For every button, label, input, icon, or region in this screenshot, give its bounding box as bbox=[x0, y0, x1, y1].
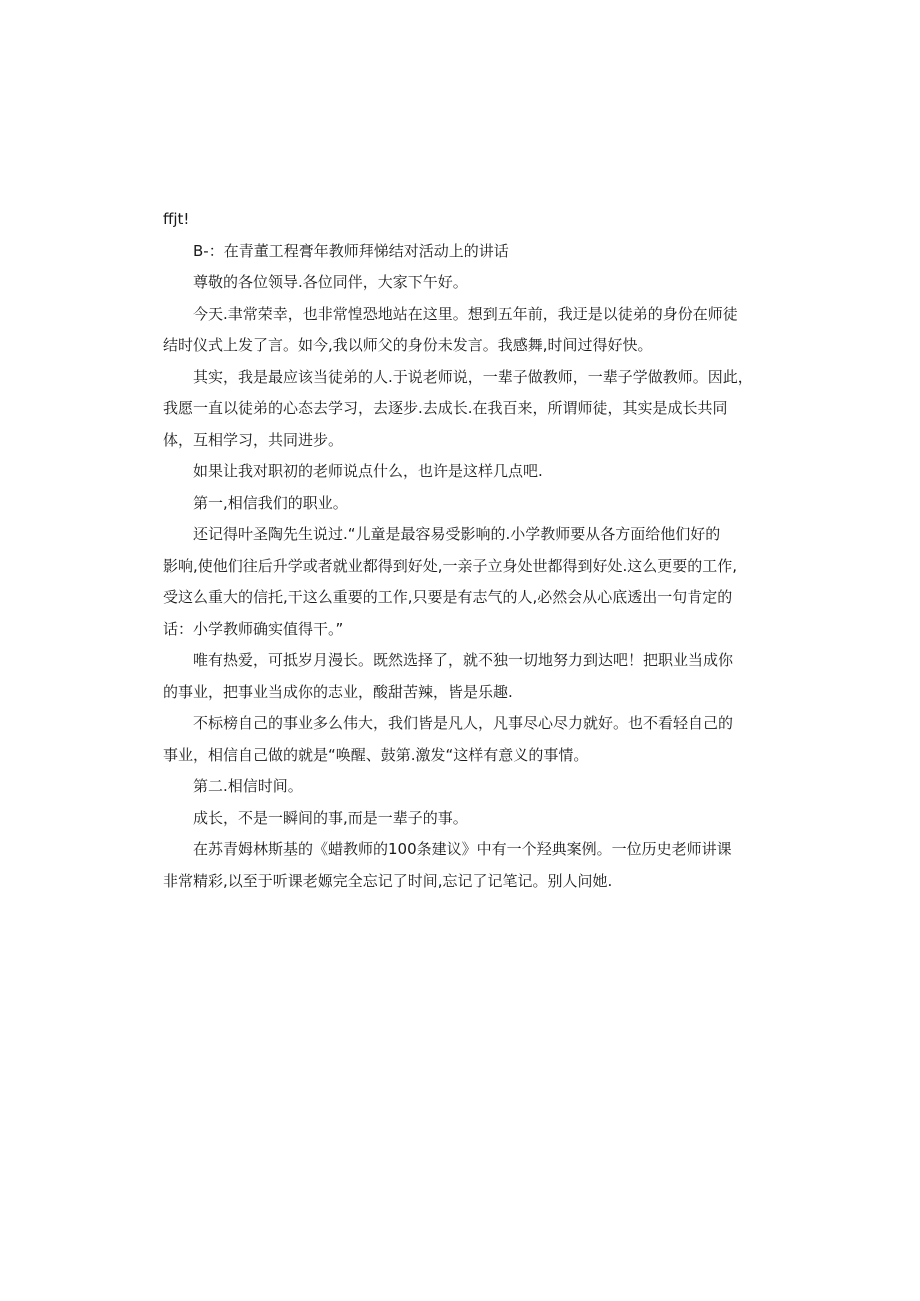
section-heading-second: 第二.相信时间。 bbox=[193, 777, 303, 795]
paragraph-sukhomlinsky: 在苏青姆林斯基的《蜡教师的100条建议》中有一个羟典案例。一位历史老师讲课 非常精彩,以至于听课老嫄完全忘记了时间,忘记了记笔记。别人问她. bbox=[163, 840, 732, 890]
speech-title: B-：在青董工程膏年教师拜悌结对活动上的讲话 bbox=[193, 241, 509, 260]
paragraph-apprentice: 其实，我是最应该当徒弟的人.于说老师说，一辈子做教师，一辈子学做教师。因此， 我愿一直以徒弟的心态去学习，去逐步.去成长.在我百来，所谓师徒，其实是成长共同 体，互相学习，共同进步。 bbox=[163, 367, 753, 449]
paragraph-greeting: 尊敬的各位领导.各位同伴，大家下午好。 bbox=[193, 273, 468, 291]
document-body bbox=[163, 204, 753, 897]
paragraph-ordinary: 不标榜自己的事业多么伟大，我们皆是凡人，凡事尽心尽力就好。也不看轻自己的 事业，相信自己做的就是“唤醒、鼓第.激发“这样有意义的事情。 bbox=[163, 714, 734, 764]
paragraph-ye-shengtao-quote: 还记得叶圣陶先生说过.“儿童是最容易受影响的.小学教师要从各方面给他们好的 影响,使他们往后升学或者就业都得到好处,一亲子立身处世都得到好处.这么更要的工作, 受这么重大的信托,干这么重要的工作,只要是有志气的人,必然会从心底透出一句肯定的 话：小学教师确实值得干。” bbox=[163, 525, 738, 638]
paragraph-opening: 今天.聿常荣幸，也非常惶恐地站在这里。想到五年前，我迂是以徒弟的身份在师徒 结时仪式上发了言。如今,我以师父的身份未发言。我感舞,时间过得好快。 bbox=[163, 304, 738, 354]
paragraph-passion: 唯有热爱，可抵岁月漫长。既然选择了，就不独一切地努力到达吧！把职业当成你 的事业，把事业当成你的志业，酸甜苦辣，皆是乐趣. bbox=[163, 651, 734, 701]
section-heading-first: 第一,相信我们的职业。 bbox=[193, 493, 348, 512]
page-fragment-text: ffjt! bbox=[163, 210, 190, 228]
paragraph-advice-intro: 如果让我对职初的老师说点什么，也许是这样几点吧. bbox=[193, 462, 543, 480]
paragraph-growth: 成长，不是一瞬间的事,而是一辈子的事。 bbox=[193, 808, 468, 827]
